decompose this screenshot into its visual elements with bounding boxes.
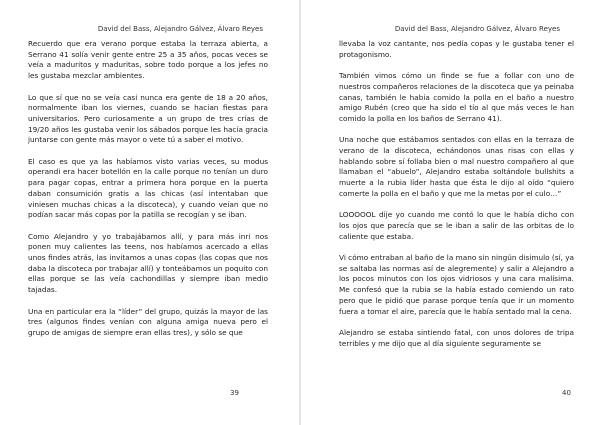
- paragraph: También vimos cómo un finde se fue a follar con uno de nuestros compañeros relaciones de la discoteca que ya peinaba canas, también le había comido la polla en el baño a nuestro amigo Rubén (creo que ha sido el tío al que más veces le han comido la polla en los baños de Serrano 41).: [339, 71, 574, 123]
- paragraph: LOOOOOL dije yo cuando me contó lo que le había dicho con los ojos que parecía que se le iban a salir de las orbitas de lo caliente que estaba.: [339, 210, 574, 241]
- running-header: David del Bass, Alejandro Gálvez, Álvaro Reyes: [394, 25, 560, 33]
- paragraph: Alejandro se estaba sintiendo fatal, con unos dolores de tripa terribles y me dijo que al día siguiente seguramente se: [339, 327, 574, 348]
- left-page: [0, 0, 299, 425]
- body-text: [28, 39, 268, 349]
- paragraph: El caso es que ya las habíamos visto varias veces, su modus operandi era hacer botellón en la calle porque no tenían un duro para pagar copas, entrar a primera hora porque en la puerta daban consumición gratis a las chicas (así intentaban que viniesen muchas chicas a la discoteca), y cuando veían que no podían sacar más copas por la patilla se recogían y se iban.: [28, 156, 268, 220]
- paragraph: Una noche que estábamos sentados con ellas en la terraza de verano de la discoteca, echándonos unas risas con ellas y hablando sobre sí follaba bien o mal nuestro compañero al que llamaban el “abuelo”, Alejandro estaba soltándole bullshits a muerte a la rubia líder hasta que ésta le dijo al oído “quiero comerte la polla en el baño y que me la metas por el culo…”: [339, 135, 574, 198]
- page-number: 39: [230, 389, 239, 397]
- paragraph: llevaba la voz cantante, nos pedía copas y le gustaba tener el protagonismo.: [339, 39, 574, 59]
- paragraph: Como Alejandro y yo trabajábamos allí, y para más inri nos ponen muy calientes las teens, nos habíamos acercado a ellas unos findes atrás, las invitamos a unas copas (las copas que nos daba la discoteca por trabajar allí) y tonteábamos un poquito con ellas porque se las veía cachondillas y siempre iban medio tajadas.: [28, 231, 268, 295]
- paragraph: Vi cómo entraban al baño de la mano sin ningún disimulo (sí, ya se saltaba las normas así de alegremente) y salir a Alejandro a los pocos minutos con los ojos vidriosos y una cara malísima. Me confesó que la rubia se la había estado comiendo un rato pero que le pidió que parase porque tenía que ir un momento fuera a tomar el aire, parecía que le había sentado mal la cena.: [339, 253, 575, 316]
- running-header: David del Bass, Alejandro Gálvez, Álvaro Reyes: [97, 25, 263, 33]
- paragraph: Lo que sí que no se veía casi nunca era gente de 18 a 20 años, normalmente iban los viernes, cuando se hacían fiestas para universitarios. Pero curiosamente a un grupo de tres crías de 19/20 años les gustaba venir los sábados porque les hacía gracia juntarse con gente más mayor o vete tú a saber el motivo.: [28, 92, 268, 145]
- body-text: [339, 39, 574, 360]
- paragraph: Recuerdo que era verano porque estaba la terraza abierta, a Serrano 41 solía venir gente entre 25 a 35 años, pocas veces se veía a maduritos y maduritas, sobre todo porque a los jefes no les gustaba mezclar ambientes.: [28, 39, 268, 81]
- page-number: 40: [562, 389, 571, 397]
- right-page: [301, 0, 600, 425]
- paragraph: Una en particular era la “líder” del grupo, quizás la mayor de las tres (algunos findes venían con alguna amiga nueva pero el grupo de amigas de siempre eran ellas tres), y sólo se que: [28, 306, 268, 337]
